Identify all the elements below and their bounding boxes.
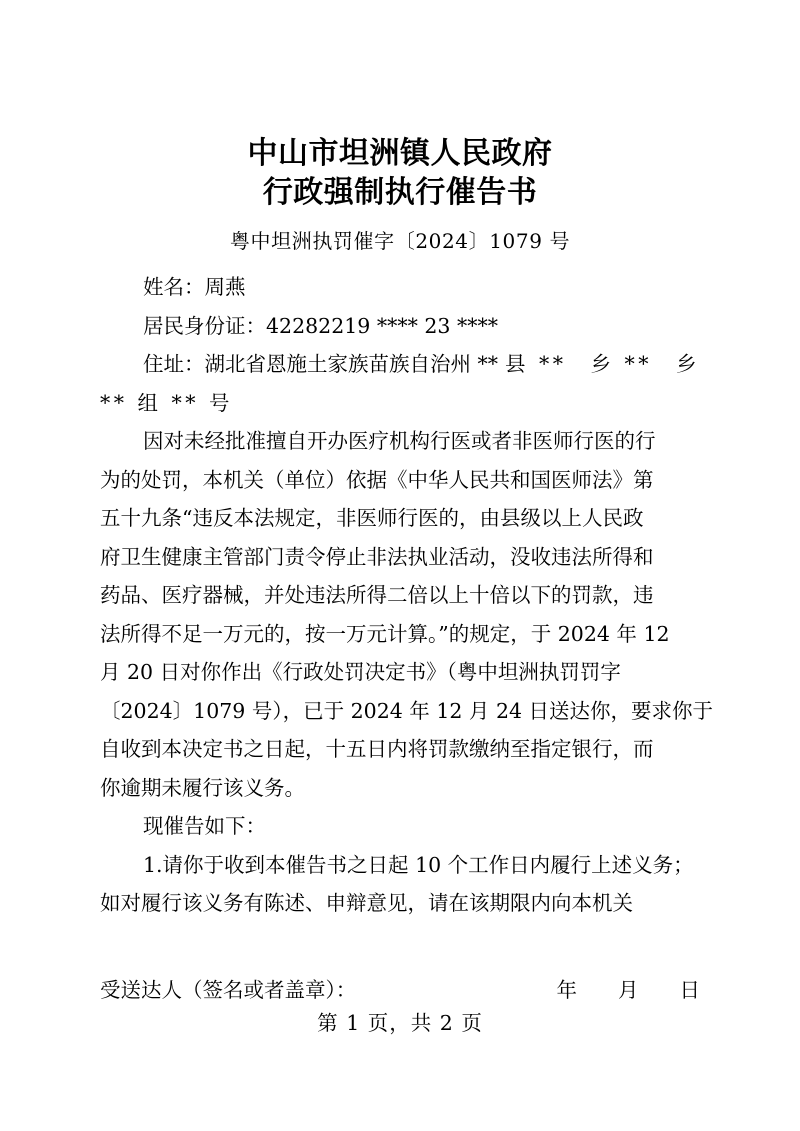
paragraph-3-line-1: 1.请你于收到本催告书之日起 10 个工作日内履行上述义务； — [143, 852, 694, 877]
paragraph-2: 现催告如下： — [143, 814, 266, 838]
paragraph-1-line-10: 你逾期未履行该义务。 — [100, 775, 305, 800]
page-title-line-2: 行政强制执行催告书 — [262, 175, 538, 210]
field-address-line-1-head: 住址：湖北省恩施土家族苗族自治州 ** — [143, 352, 499, 376]
page-title-line-1: 中山市坦洲镇人民政府 — [247, 136, 553, 171]
field-id-number: 居民身份证：42282219 **** 23 **** — [143, 313, 498, 338]
document-number: 粤中坦洲执罚催字〔2024〕1079 号 — [229, 229, 571, 253]
paragraph-1-line-3: 五十九条“违反本法规定，非医师行医的，由县级以上人民政 — [100, 506, 644, 530]
document-body — [100, 268, 714, 923]
text-run: 因对未经批准擅自开办医疗机构行医或者非医师行医的行 — [143, 429, 656, 453]
signature-row — [100, 975, 700, 1005]
paragraph-1-line-7: 月 20 日对你作出《行政处罚决定书》（粤中坦洲执罚罚字 — [100, 660, 621, 684]
paragraph-1-line-4: 府卫生健康主管部门责令停止非法执业活动，没收违法所得和 — [100, 544, 654, 569]
paragraph-1-line-8: 〔2024〕1079 号），已于 2024 年 12 月 24 日送达你，要求你于 — [100, 698, 714, 723]
field-name: 姓名：周燕 — [143, 275, 246, 299]
paragraph-1-line-6: 法所得不足一万元的，按一万元计算。”的规定，于 2024 年 12 — [100, 621, 670, 646]
field-address-line-1 — [100, 345, 700, 384]
field-address-line-2: ** 组 ** 号 — [100, 390, 234, 415]
title-block — [0, 134, 800, 256]
paragraph-3-line-2: 如对履行该义务有陈述、申辩意见，请在该期限内向本机关 — [100, 891, 633, 915]
paragraph-1-line-9: 自收到本决定书之日起，十五日内将罚款缴纳至指定银行，而 — [100, 737, 654, 761]
date-blank-fields: 年 月 日 — [556, 978, 700, 1002]
paragraph-1-line-2: 为的处罚，本机关（单位）依据《中华人民共和国医师法》第 — [100, 467, 654, 492]
field-address-line-1-tail: 县 ** 乡 ** 乡 — [504, 352, 700, 376]
paragraph-1-line-1 — [100, 422, 700, 461]
signature-label: 受送达人（签名或者盖章）： — [100, 978, 357, 1002]
page-indicator: 第 1 页，共 2 页 — [317, 1011, 483, 1035]
paragraph-1-line-5: 药品、医疗器械，并处违法所得二倍以上十倍以下的罚款，违 — [100, 583, 654, 607]
